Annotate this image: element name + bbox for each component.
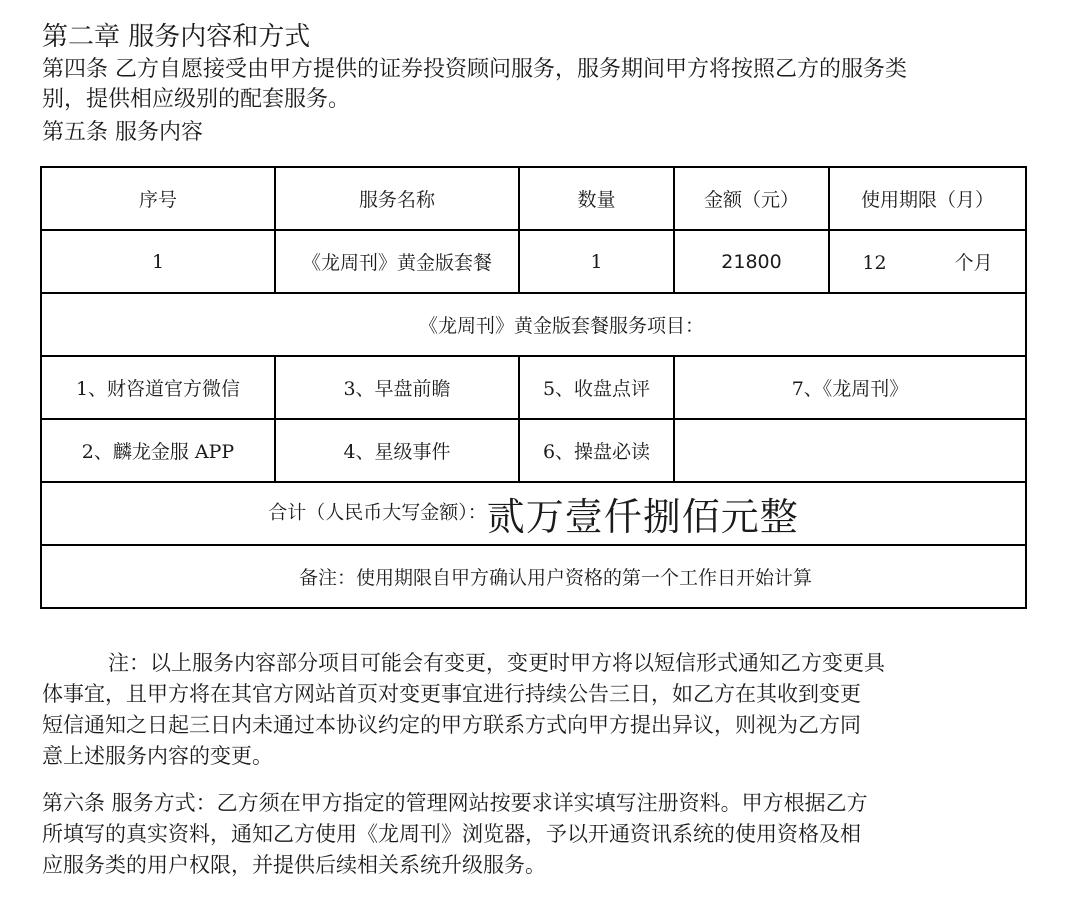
items-title-row: [41, 293, 1026, 356]
list-item: 2、麟龙金服 APP: [41, 419, 275, 482]
empty-cell: [674, 419, 1026, 482]
remark-row: [41, 545, 1026, 608]
list-item: 4、星级事件: [275, 419, 519, 482]
header-index: 序号: [41, 167, 275, 230]
period-value: 12: [862, 252, 887, 274]
article6-line: 所填写的真实资料，通知乙方使用《龙周刊》浏览器，予以开通资讯系统的使用资格及相: [42, 822, 861, 846]
chapter-title: 第二章 服务内容和方式: [42, 22, 311, 52]
row-index: 1: [41, 230, 275, 293]
items-row-1: [41, 356, 1026, 419]
article4-line1: 第四条 乙方自愿接受由甲方提供的证券投资顾问服务，服务期间甲方将按照乙方的服务类: [42, 57, 907, 82]
list-item: 7、《龙周刊》: [674, 356, 1026, 419]
note-line: 体事宜，且甲方将在其官方网站首页对变更事宜进行持续公告三日，如乙方在其收到变更: [42, 682, 861, 706]
table-row: [41, 230, 1026, 293]
header-amount: 金额（元）: [674, 167, 829, 230]
row-period: [829, 230, 1026, 293]
service-table: [40, 166, 1027, 609]
row-amount: 21800: [674, 230, 829, 293]
header-service-name: 服务名称: [275, 167, 519, 230]
total-label: 合计（人民币大写金额）：: [268, 501, 487, 524]
header-quantity: 数量: [519, 167, 674, 230]
article6-line: 第六条 服务方式：乙方须在甲方指定的管理网站按要求详实填写注册资料。甲方根据乙方: [42, 791, 868, 815]
total-value: 贰万壹仟捌佰元整: [486, 495, 799, 539]
note-paragraph: [42, 648, 1022, 772]
list-item: 6、操盘必读: [519, 419, 674, 482]
article6-line: 应服务类的用户权限，并提供后续相关系统升级服务。: [42, 853, 546, 877]
total-cell: [41, 482, 1026, 545]
note-line: 短信通知之日起三日内未通过本协议约定的甲方联系方式向甲方提出异议，则视为乙方同: [42, 713, 861, 737]
article6-paragraph: [42, 788, 1022, 881]
note-line: 意上述服务内容的变更。: [42, 744, 273, 768]
list-item: 5、收盘点评: [519, 356, 674, 419]
list-item: 1、财咨道官方微信: [41, 356, 275, 419]
period-unit: 个月: [954, 252, 993, 274]
table-header-row: [41, 167, 1026, 230]
article4-line2: 别，提供相应级别的配套服务。: [42, 87, 351, 112]
row-quantity: 1: [519, 230, 674, 293]
row-service-name: 《龙周刊》黄金版套餐: [275, 230, 519, 293]
items-title: 《龙周刊》黄金版套餐服务项目：: [41, 293, 1026, 356]
remark: 备注：使用期限自甲方确认用户资格的第一个工作日开始计算: [41, 545, 1026, 608]
header-period: 使用期限（月）: [829, 167, 1026, 230]
note-line: 注：以上服务内容部分项目可能会有变更，变更时甲方将以短信形式通知乙方变更具: [108, 651, 885, 675]
list-item: 3、早盘前瞻: [275, 356, 519, 419]
article5-title: 第五条 服务内容: [42, 120, 203, 145]
items-row-2: [41, 419, 1026, 482]
total-row: [41, 482, 1026, 545]
